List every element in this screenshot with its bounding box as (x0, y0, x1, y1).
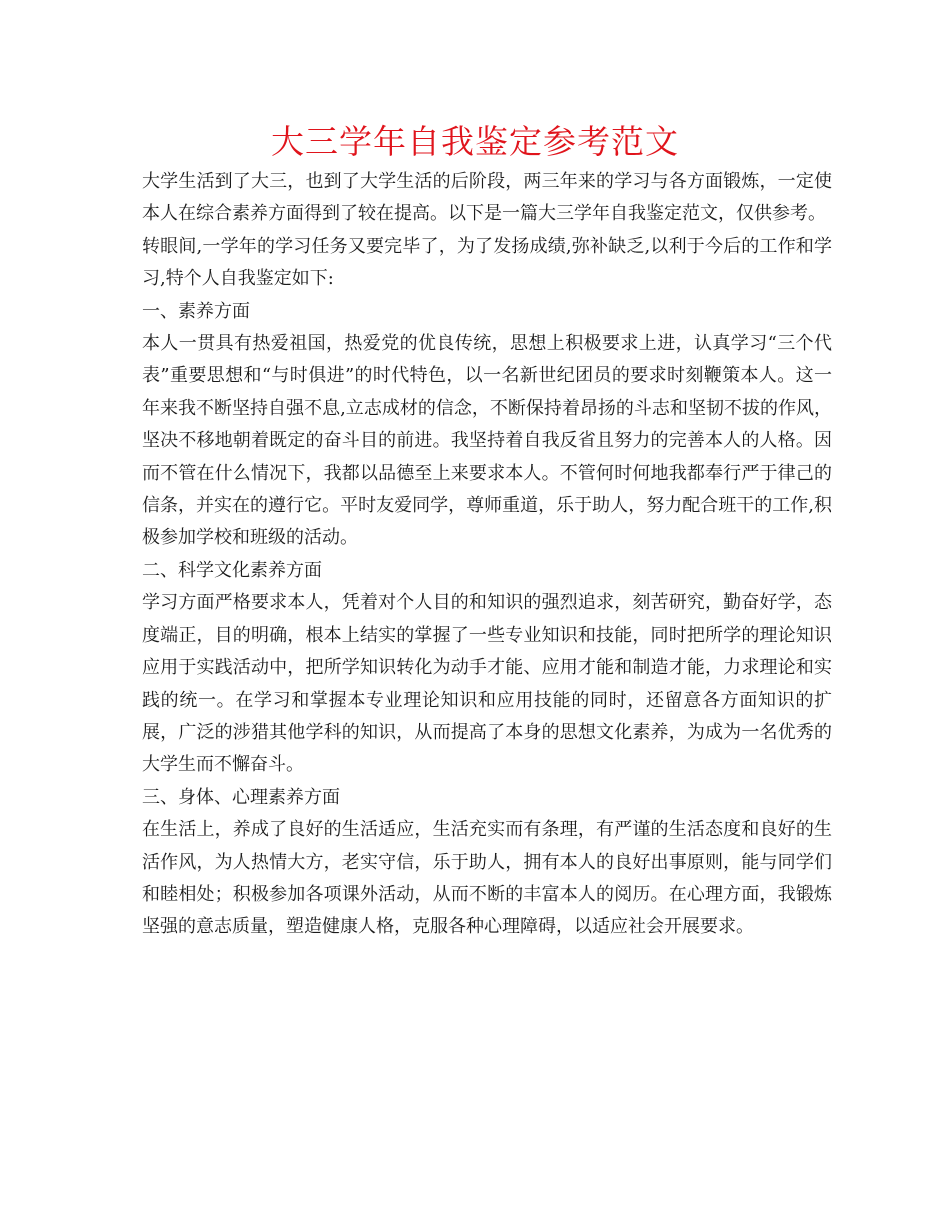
intro-paragraph: 大学生活到了大三，也到了大学生活的后阶段，两三年来的学习与各方面锻炼，一定使本人在综合素养方面得到了较在提高。以下是一篇大三学年自我鉴定范文，仅供参考。 (142, 171, 832, 225)
section-heading-science-culture: 二、科学文化素养方面 (142, 559, 322, 581)
section-heading-body-mind: 三、身体、心理素养方面 (142, 786, 340, 808)
character-paragraph: 本人一贯具有热爱祖国，热爱党的优良传统，思想上积极要求上进，认真学习“三个代表”重要思想和“与时俱进”的时代特色，以一名新世纪团员的要求时刻鞭策本人。这一年来我不断坚持自强不息,立志成材的信念，不断保持着昂扬的斗志和坚韧不拔的作风，坚决不移地朝着既定的奋斗目的前进。我坚持着自我反省且努力的完善本人的人格。因而不管在什么情况下，我都以品德至上来要求本人。不管何时何地我都奉行严于律己的信条，并实在的遵行它。平时友爱同学，尊师重道，乐于助人，努力配合班干的工作,积极参加学校和班级的活动。 (142, 333, 832, 549)
opening-paragraph: 转眼间,一学年的学习任务又要完毕了，为了发扬成绩,弥补缺乏,以利于今后的工作和学习,特个人自我鉴定如下: (142, 235, 832, 290)
science-culture-paragraph: 学习方面严格要求本人，凭着对个人目的和知识的强烈追求，刻苦研究，勤奋好学，态度端正，目的明确，根本上结实的掌握了一些专业知识和技能，同时把所学的理论知识应用于实践活动中，把所学知识转化为动手才能、应用才能和制造才能，力求理论和实践的统一。在学习和掌握本专业理论知识和应用技能的同时，还留意各方面知识的扩展，广泛的涉猎其他学科的知识，从而提高了本身的思想文化素养，为成为一名优秀的大学生而不懈奋斗。 (142, 592, 832, 776)
document-body (142, 166, 832, 944)
body-mind-paragraph: 在生活上，养成了良好的生活适应，生活充实而有条理，有严谨的生活态度和良好的生活作风，为人热情大方，老实守信，乐于助人，拥有本人的良好出事原则，能与同学们和睦相处；积极参加各项课外活动，从而不断的丰富本人的阅历。在心理方面，我锻炼坚强的意志质量，塑造健康人格，克服各种心理障碍，以适应社会开展要求。 (142, 819, 832, 938)
section-heading-character: 一、素养方面 (142, 300, 250, 322)
document-title: 大三学年自我鉴定参考范文 (271, 122, 679, 161)
